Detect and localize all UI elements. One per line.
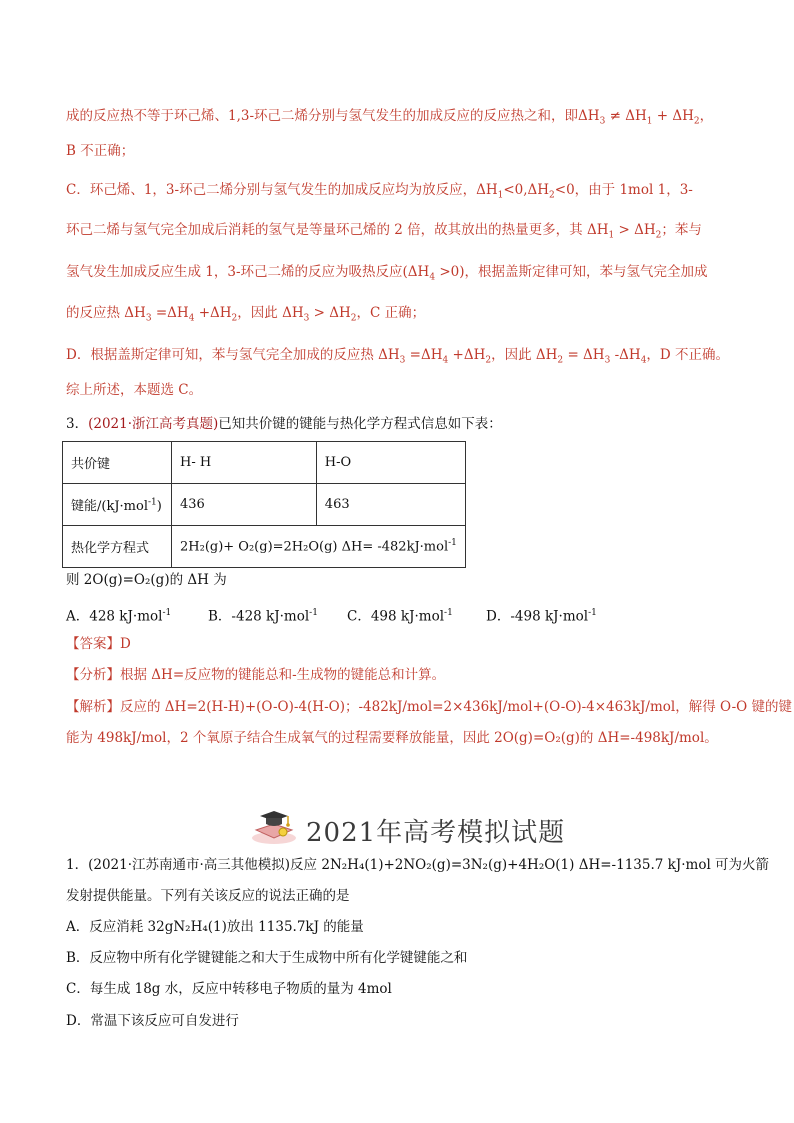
mock-option-d: D．常温下该反应可自发进行: [66, 1013, 239, 1029]
mock-question-1-line-1: 1．(2021·江苏南通市·高三其他模拟)反应 2N₂H₄(1)+2NO₂(g)=3N₂(g)+4H₂O(1) ΔH=-1135.7 kJ·mol 可为火箭: [66, 857, 770, 873]
table-cell: 463: [316, 484, 465, 526]
option-c-explanation-line-1: C．环己烯、1，3-环己二烯分别与氢气发生的加成反应均为放反应，$\Delta H_1<0,\Delta H_2<0$，由于 1mol 1，3-: [66, 182, 693, 201]
mock-option-a: A．反应消耗 32gN₂H₄(1)放出 1135.7kJ 的能量: [66, 919, 364, 935]
table-cell: H- H: [172, 442, 317, 484]
table-cell: 共价键: [63, 442, 172, 484]
question-3-stem: 3．(2021·浙江高考真题)已知共价键的键能与热化学方程式信息如下表：: [66, 416, 502, 432]
option-a: A．428 kJ·mol$^{-1}$: [66, 608, 172, 625]
graduation-cap-book-icon: [250, 808, 300, 850]
table-cell: H-O: [316, 442, 465, 484]
table-row: [63, 526, 466, 568]
option-c-explanation-line-3: 氢气发生加成反应生成 1，3-环己二烯的反应为吸热反应$(\Delta H_4 >0)$，根据盖斯定律可知，苯与氢气完全加成: [66, 264, 708, 283]
table-cell: 热化学方程式: [63, 526, 172, 568]
solution-line-1: 【解析】反应的 ΔH=2(H-H)+(O-O)-4(H-O)；-482kJ/mol=2×436kJ/mol+(O-O)-4×463kJ/mol，解得 O-O 键的键: [66, 699, 792, 715]
option-c-explanation-line-2: 环己二烯与氢气完全加成后消耗的氢气是等量环己烯的 2 倍，故其放出的热量更多，其 $\Delta H_1 > \Delta H_2$；苯与: [66, 222, 702, 241]
option-d: D．-498 kJ·mol$^{-1}$: [486, 608, 597, 625]
table-row: [63, 484, 466, 526]
prev-solution-line-2: B 不正确；: [66, 143, 135, 159]
analysis-line: 【分析】根据 ΔH=反应物的键能总和-生成物的键能总和计算。: [66, 667, 446, 683]
table-cell: 键能/(kJ·mol$^{-1}$): [63, 484, 172, 526]
option-c-explanation-line-4: 的反应热 $\Delta H_3 =\Delta H_4 +\Delta H_2$，因此 $\Delta H_3 > \Delta H_2$，C 正确；: [66, 305, 426, 324]
table-cell: 2H₂(g)+ O₂(g)=2H₂O(g) ΔH= -482kJ·mol$^{-1}$: [172, 526, 466, 568]
table-cell: 436: [172, 484, 317, 526]
summary-line: 综上所述，本题选 C。: [66, 382, 203, 398]
section-title: 2021年高考模拟试题: [306, 818, 566, 848]
section-header: [250, 806, 580, 850]
option-c: C．498 kJ·mol$^{-1}$: [347, 608, 453, 625]
question-3-ask: 则 2O(g)=O₂(g)的 ΔH 为: [66, 572, 227, 588]
bond-energy-table: [62, 441, 466, 568]
prev-solution-line-1: 成的反应热不等于环己烯、1,3-环己二烯分别与氢气发生的加成反应的反应热之和，即$\Delta H_3 \ne \Delta H_1 + \Delta H_2$，: [66, 108, 714, 127]
mock-option-b: B．反应物中所有化学键键能之和大于生成物中所有化学键键能之和: [66, 950, 468, 966]
answer-line: 【答案】D: [66, 636, 131, 652]
solution-line-2: 能为 498kJ/mol，2 个氧原子结合生成氧气的过程需要释放能量，因此 2O(g)=O₂(g)的 ΔH=-498kJ/mol。: [66, 730, 718, 746]
option-d-explanation: D．根据盖斯定律可知，苯与氢气完全加成的反应热 $\Delta H_3 =\Delta H_4 +\Delta H_2$，因此 $\Delta H_2 = \Delta H_3$ $-\Delta H_4$，D 不正确。: [66, 347, 730, 366]
mock-option-c: C．每生成 18g 水，反应中转移电子物质的量为 4mol: [66, 981, 392, 997]
option-b: B．-428 kJ·mol$^{-1}$: [208, 608, 318, 625]
table-row: [63, 442, 466, 484]
mock-question-1-line-2: 发射提供能量。下列有关该反应的说法正确的是: [66, 888, 350, 904]
